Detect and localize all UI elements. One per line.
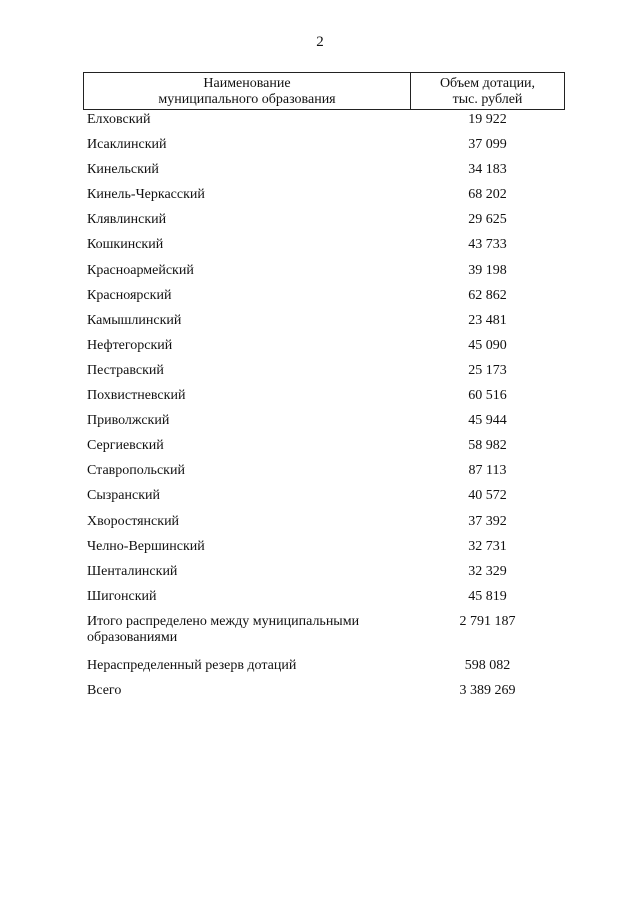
- subsidy-value: 62 862: [468, 287, 507, 303]
- subsidy-value: 60 516: [468, 388, 507, 404]
- municipality-name: Шигонский: [87, 588, 157, 604]
- municipality-name: Пестравский: [87, 362, 164, 378]
- grand-total-label: Всего: [87, 682, 122, 698]
- table-row: [83, 313, 565, 338]
- grand-total-value: 3 389 269: [459, 682, 516, 698]
- total-distributed-value: 2 791 187: [459, 613, 516, 629]
- table-row: [83, 488, 565, 513]
- subsidy-value: 39 198: [468, 262, 507, 278]
- table-row: [83, 463, 565, 488]
- subsidy-table: [83, 72, 565, 708]
- subsidy-value: 45 090: [468, 337, 507, 353]
- subsidy-value: 25 173: [468, 362, 507, 378]
- municipality-name: Клявлинский: [87, 212, 167, 228]
- table-row: [83, 288, 565, 313]
- table-row: [83, 338, 565, 363]
- municipality-name: Кинельский: [87, 162, 159, 178]
- subsidy-value: 58 982: [468, 438, 507, 454]
- subsidy-value: 37 392: [468, 513, 507, 529]
- table-row: [83, 137, 565, 162]
- table-body: [83, 112, 565, 708]
- subsidy-value: 68 202: [468, 187, 507, 203]
- total-distributed-label-line2: образованиями: [87, 629, 178, 645]
- grand-total-row: [83, 683, 565, 708]
- municipality-name: Кинель-Черкасский: [87, 187, 205, 203]
- municipality-name: Камышлинский: [87, 312, 182, 328]
- municipality-name: Кошкинский: [87, 237, 164, 253]
- column-header-value-line2: тыс. рублей: [452, 92, 523, 107]
- subsidy-value: 32 329: [468, 563, 507, 579]
- municipality-name: Исаклинский: [87, 137, 167, 153]
- table-row: [83, 237, 565, 262]
- column-header-name-line1: Наименование: [203, 76, 291, 91]
- municipality-name: Шенталинский: [87, 563, 178, 579]
- table-row: [83, 413, 565, 438]
- column-header-name: [84, 73, 411, 109]
- table-row: [83, 112, 565, 137]
- municipality-name: Похвистневский: [87, 388, 186, 404]
- municipality-name: Сызранский: [87, 488, 160, 504]
- subsidy-value: 34 183: [468, 162, 507, 178]
- municipality-name: Красноармейский: [87, 262, 194, 278]
- municipality-name: Приволжский: [87, 413, 170, 429]
- subsidy-value: 45 819: [468, 588, 507, 604]
- table-row: [83, 438, 565, 463]
- municipality-name: Елховский: [87, 112, 151, 127]
- subsidy-value: 43 733: [468, 237, 507, 253]
- subsidy-value: 40 572: [468, 488, 507, 504]
- municipality-name: Красноярский: [87, 287, 172, 303]
- subsidy-value: 87 113: [468, 463, 507, 479]
- column-header-value-line1: Объем дотации,: [439, 76, 536, 91]
- subsidy-value: 32 731: [468, 538, 507, 554]
- table-row: [83, 212, 565, 237]
- municipality-name: Сергиевский: [87, 438, 164, 454]
- column-header-name-line2: муниципального образования: [158, 92, 336, 107]
- table-row: [83, 363, 565, 388]
- table-row: [83, 162, 565, 187]
- municipality-name: Нефтегорский: [87, 337, 173, 353]
- subsidy-value: 29 625: [468, 212, 507, 228]
- column-header-value: [411, 73, 564, 109]
- table-row: [83, 263, 565, 288]
- table-row: [83, 514, 565, 539]
- reserve-row: [83, 658, 565, 683]
- table-row: [83, 539, 565, 564]
- table-row: [83, 388, 565, 413]
- table-row: [83, 187, 565, 212]
- subsidy-value: 37 099: [468, 137, 507, 153]
- total-distributed-row: [83, 614, 565, 658]
- table-row: [83, 589, 565, 614]
- subsidy-value: 23 481: [468, 312, 507, 328]
- page-number: 2: [316, 34, 324, 50]
- municipality-name: Ставропольский: [87, 463, 185, 479]
- subsidy-value: 19 922: [468, 112, 507, 127]
- municipality-name: Хворостянский: [87, 513, 180, 529]
- municipality-name: Челно-Вершинский: [87, 538, 205, 554]
- subsidy-value: 45 944: [468, 413, 507, 429]
- table-row: [83, 564, 565, 589]
- reserve-label: Нераспределенный резерв дотаций: [87, 657, 297, 673]
- total-distributed-label-line1: Итого распределено между муниципальными: [87, 613, 360, 629]
- reserve-value: 598 082: [464, 657, 511, 673]
- table-header: [83, 72, 565, 110]
- total-distributed-label: [83, 614, 410, 646]
